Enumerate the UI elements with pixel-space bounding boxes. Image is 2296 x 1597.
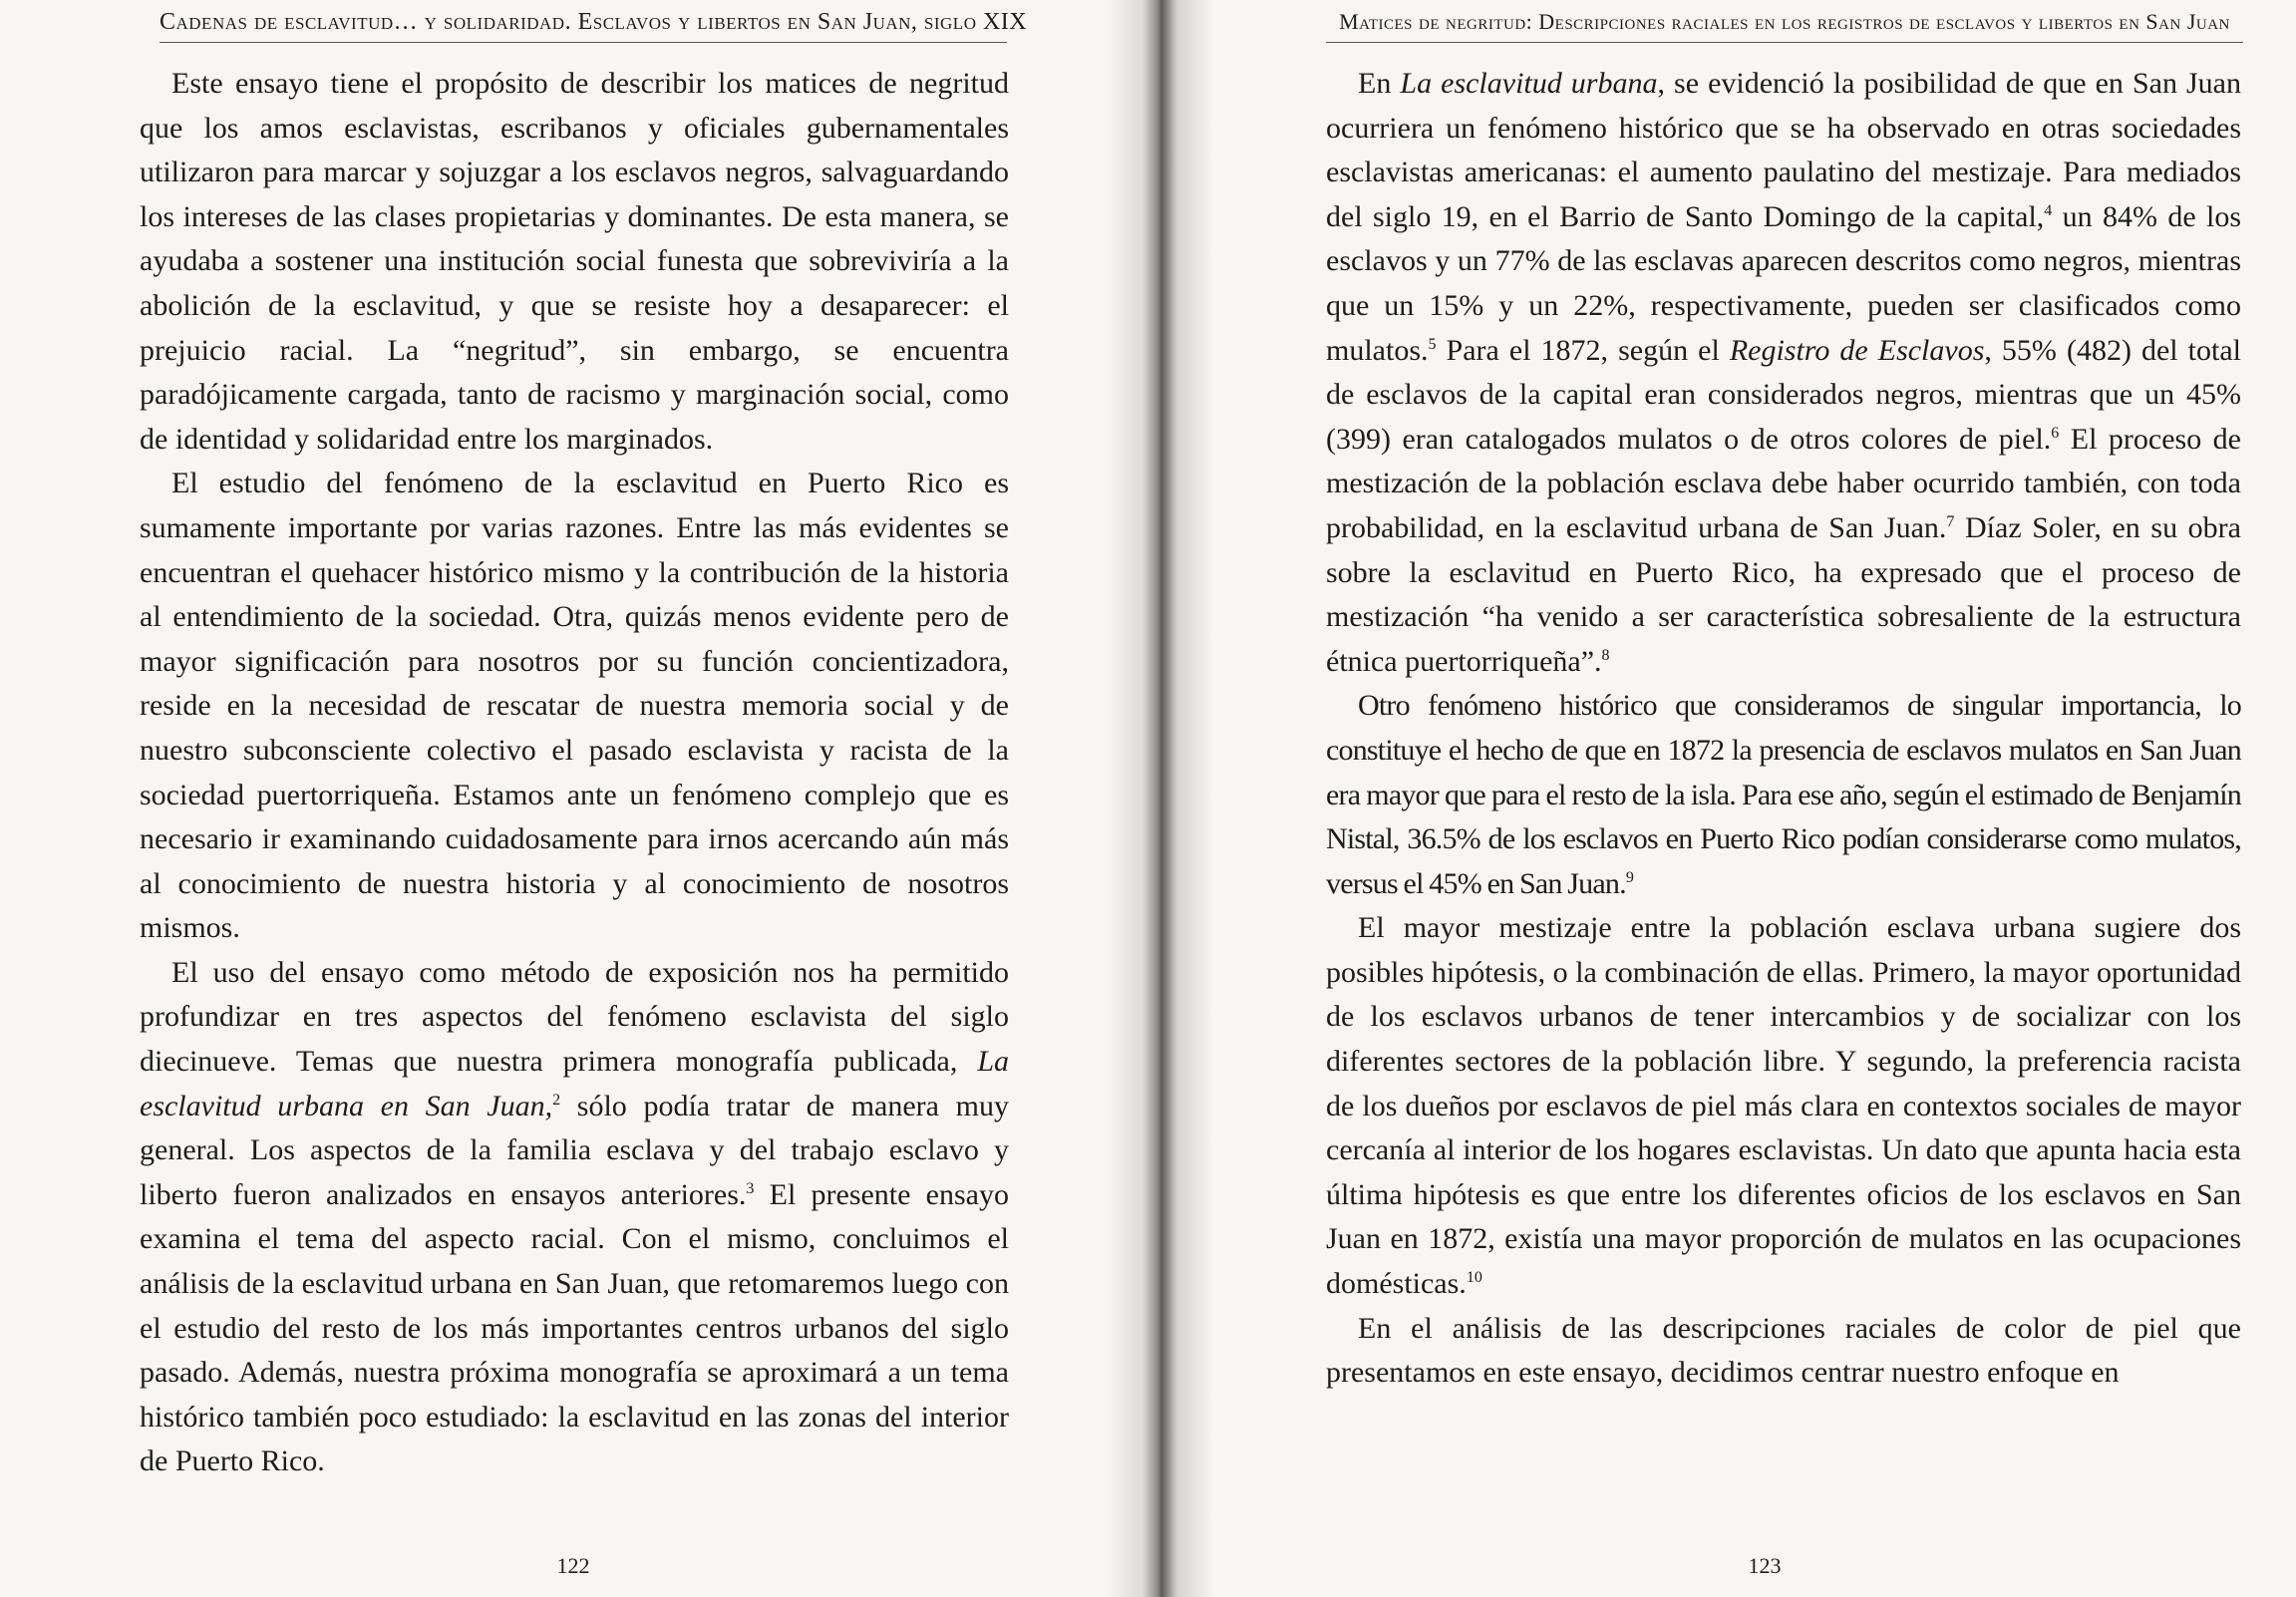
footnote-ref: 6	[2051, 424, 2060, 442]
text-run: Para el 1872, según el	[1436, 333, 1730, 367]
book-gutter	[1105, 0, 1214, 1597]
italic-text: Registro de Esclavos	[1729, 333, 1985, 367]
text-run: En el análisis de las descripciones raciales de color de piel que presentamos en este ensayo, decidimos centrar nuestro enfoque en	[1326, 1311, 2241, 1390]
text-run: Este ensayo tiene el propósito de describir los matices de negritud que los amos esclavistas, escribanos y oficiales gubernamentales utilizaron para marcar y sojuzgar a los esclavos negros, salvaguardando los intereses de las clases propietarias y dominantes. De esta manera, se ayudaba a sostener una institución social funesta que sobreviviría a la abolición de la esclavitud, y que se resiste hoy a desaparecer: el prejuicio racial. La “negritud”, sin embargo, se encuentra paradójicamente cargada, tanto de racismo y marginación social, como de identidad y solidaridad entre los marginados.	[140, 67, 1009, 456]
footnote-ref: 10	[1466, 1269, 1482, 1287]
page-number-right: 123	[1748, 1553, 1782, 1578]
text-run: El uso del ensayo como método de exposición nos ha permitido profundizar en tres aspectos del fenómeno esclavista del siglo diecinueve. Temas que nuestra primera monografía publicada,	[140, 955, 1009, 1079]
text-run: Otro fenómeno histórico que consideramos de singular importancia, lo constituye el hecho de que en 1872 la presencia de esclavos mulatos en San Juan era mayor que para el resto de la isla. Para ese año, según el estimado de Benjamín Nistal, 36.5% de los esclavos en Puerto Rico podían considerarse como mulatos, versus el 45% en San Juan.	[1326, 689, 2241, 900]
footnote-ref: 5	[1428, 335, 1437, 353]
paragraph	[1326, 906, 2241, 1306]
paragraph	[1326, 1307, 2241, 1396]
footnote-ref: 9	[1625, 868, 1634, 886]
text-run: El mayor mestizaje entre la población esclava urbana sugiere dos posibles hipótesis, o la combinación de ellas. Primero, la mayor oportunidad de los esclavos urbanos de tener intercambios y de socializar con los diferentes sectores de la población libre. Y segundo, la preferencia racista de los dueños por esclavos de piel más clara en contextos sociales de mayor cercanía al interior de los hogares esclavistas. Un dato que apunta hacia esta última hipótesis es que entre los diferentes oficios de los esclavos en San Juan en 1872, existía una mayor proporción de mulatos en las ocupaciones domésticas.	[1326, 911, 2241, 1301]
running-header-left: Cadenas de esclavitud… y solidaridad. Esclavos y libertos en San Juan, siglo XIX	[160, 6, 1007, 43]
right-page	[1147, 0, 2296, 1597]
left-page	[0, 0, 1147, 1597]
text-run: un 84% de los esclavos y un 77% de las esclavas aparecen descritos como negros, mientras que un 15% y un 22%, respectivamente, pueden ser clasificados como mulatos.	[1326, 199, 2241, 367]
footnote-ref: 3	[746, 1179, 755, 1197]
italic-text: La esclavitud urbana en San Juan,	[140, 1045, 1009, 1122]
text-run: El proceso de mestización de la población esclava debe haber ocurrido también, con toda probabilidad, en la esclavitud urbana de San Juan.	[1326, 422, 2241, 544]
paragraph	[140, 462, 1009, 951]
paragraph	[1326, 684, 2241, 906]
footnote-ref: 2	[552, 1091, 561, 1109]
text-run: , se evidenció la posibilidad de que en San Juan ocurriera un fenómeno histórico que se ha observado en otras sociedades esclavistas americanas: el aumento paulatino del mestizaje. Para mediados del siglo 19, en el Barrio de Santo Domingo de la capital,	[1326, 67, 2241, 233]
footnote-ref: 8	[1601, 646, 1610, 664]
body-text-left	[140, 62, 1009, 1484]
footnote-ref: 7	[1946, 512, 1955, 530]
text-run: , 55% (482) del total de esclavos de la capital eran considerados negros, mientras que un 45% (399) eran catalogados mulatos o de otros colores de piel.	[1326, 333, 2241, 456]
page-number-left: 122	[556, 1553, 590, 1578]
text-run: En	[1358, 67, 1401, 100]
footnote-ref: 4	[2044, 201, 2053, 219]
text-run: El presente ensayo examina el tema del aspecto racial. Con el mismo, concluimos el análisis de la esclavitud urbana en San Juan, que retomaremos luego con el estudio del resto de los más importantes centros urbanos del siglo pasado. Además, nuestra próxima monografía se aproximará a un tema histórico también poco estudiado: la esclavitud en las zonas del interior de Puerto Rico.	[140, 1177, 1009, 1478]
text-run: Díaz Soler, en su obra sobre la esclavitud en Puerto Rico, ha expresado que el proceso de mestización “ha venido a ser característica sobresaliente de la estructura étnica puertorriqueña”.	[1326, 510, 2241, 678]
italic-text: La esclavitud urbana	[1400, 67, 1658, 100]
body-text-right	[1326, 62, 2241, 1396]
paragraph	[140, 951, 1009, 1484]
text-run: sólo podía tratar de manera muy general. Los aspectos de la familia esclava y del trabajo esclavo y liberto fueron analizados en ensayos anteriores.	[140, 1089, 1009, 1211]
paragraph	[1326, 62, 2241, 684]
paragraph	[140, 62, 1009, 462]
text-run: El estudio del fenómeno de la esclavitud en Puerto Rico es sumamente importante por varias razones. Entre las más evidentes se encuentran el quehacer histórico mismo y la contribución de la historia al entendimiento de la sociedad. Otra, quizás menos evidente pero de mayor significación para nosotros por su función concientizadora, reside en la necesidad de rescatar de nuestra memoria social y de nuestro subconsciente colectivo el pasado esclavista y racista de la sociedad puertorriqueña. Estamos ante un fenómeno complejo que es necesario ir examinando cuidadosamente para irnos acercando aún más al conocimiento de nuestra historia y al conocimiento de nosotros mismos.	[140, 467, 1009, 945]
running-header-right: Matices de negritud: Descripciones raciales en los registros de esclavos y libertos en San Juan	[1326, 6, 2243, 43]
